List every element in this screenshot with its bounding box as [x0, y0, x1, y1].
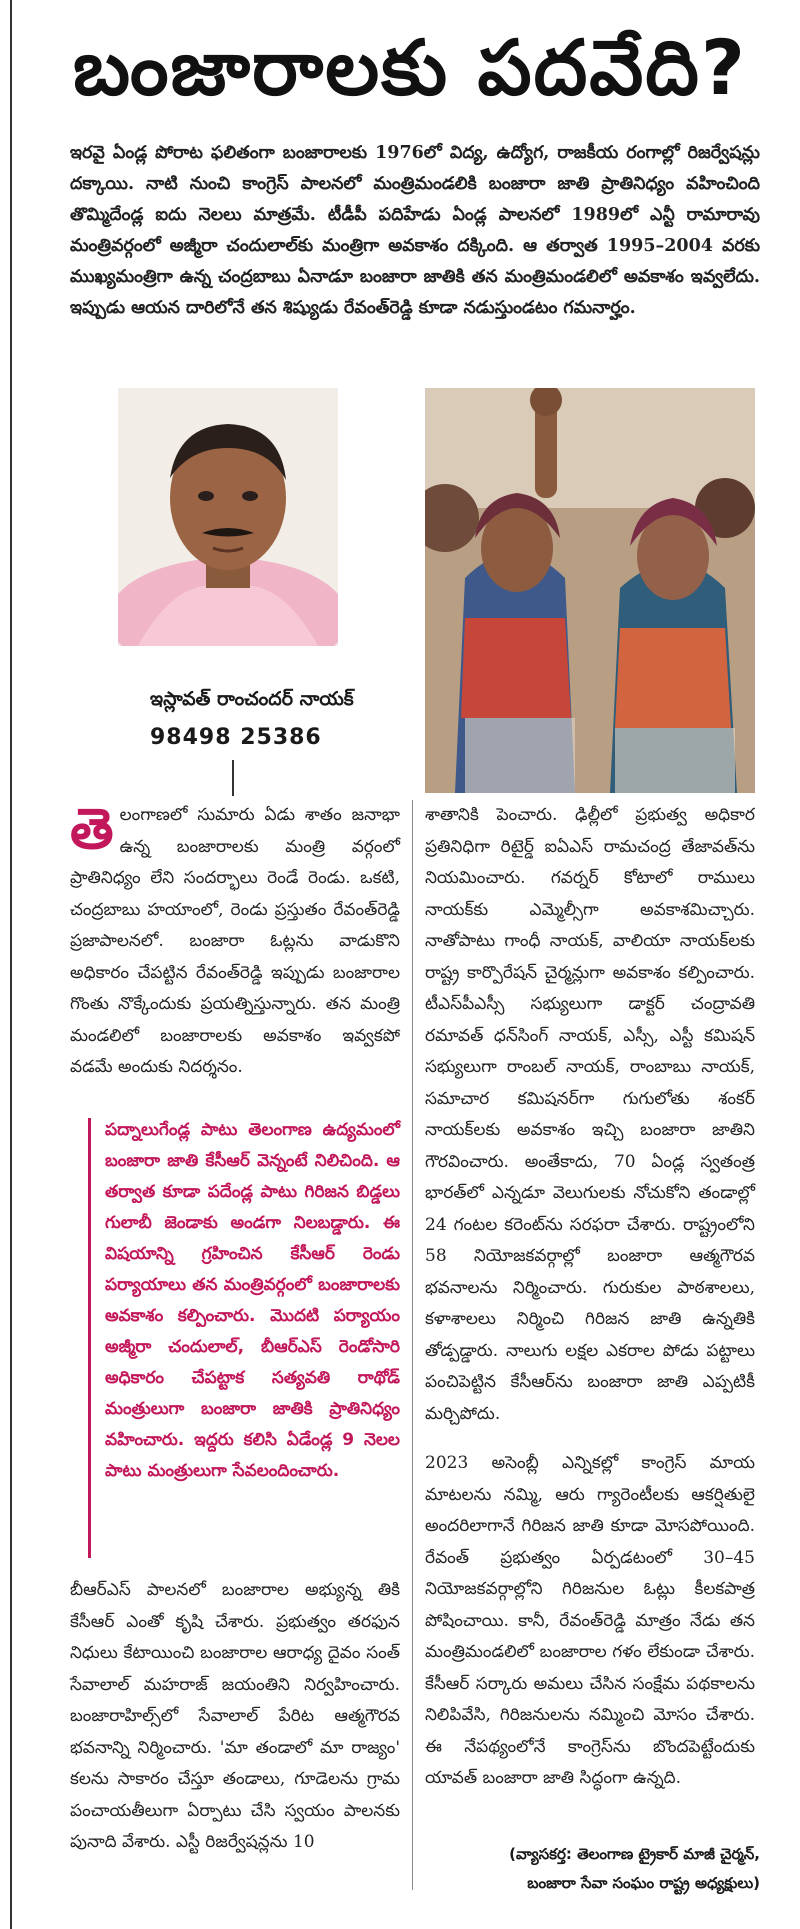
banjara-women-photo	[425, 388, 755, 793]
left-paragraph-1: తెలంగాణలో సుమారు ఏడు శాతం జనాభా ఉన్న బంజారాలకు మంత్రి వర్గంలో ప్రాతినిధ్యం లేని సందర్భాలు రెండే రెండు. ఒకటి, చంద్రబాబు హయాంలో, రెండు ప్రస్తుతం రేవంత్‌రెడ్డి ప్రజాపాలనలో. బంజారా ఓట్లను వాడుకొని అధికారం చేపట్టిన రేవంత్‌రెడ్డి ఇప్పుడు బంజారాల గొంతు నొక్కేందుకు ప్రయత్నిస్తున్నారు. తన మంత్రి మండలిలో బంజారాలకు అవకాశం ఇవ్వకపో వడమే అందుకు నిదర్శనం.	[70, 797, 400, 1077]
right-paragraph-1: శాతానికి పెంచారు. ఢిల్లీలో ప్రభుత్వ అధికార ప్రతినిధిగా రిటైర్డ్ ఐఏఎస్ రామచంద్ర తేజావత్‌ను నియమించారు. గవర్నర్ కోటాలో రాములు నాయక్‌కు ఎమ్మెల్సీగా అవకాశమిచ్చారు. నాతోపాటు గాంధీ నాయక్, వాలియా నాయక్‌లకు రాష్ట్ర కార్పొరేషన్ చైర్మన్లుగా అవకాశం కల్పించారు. టీఎస్‌పీఎస్సీ సభ్యులుగా డాక్టర్ చంద్రావతి రమావత్ ధన్‌సింగ్ నాయక్, ఎస్సీ, ఎస్టీ కమిషన్ సభ్యులుగా రాంబల్ నాయక్, రాంబాబు నాయక్, సమాచార కమిషనర్‌గా గుగులోతు శంకర్ నాయక్‌లకు అవకాశం ఇచ్చి బంజారా జాతిని గౌరవించారు. అంతేకాదు, 70 ఏండ్ల స్వతంత్ర భారత్‌లో ఎన్నడూ వెలుగులకు నోచుకోని తండాల్లో 24 గంటల కరెంట్‌ను సరఫరా చేశారు. రాష్ట్రంలోని 58 నియోజకవర్గాల్లో బంజారా ఆత్మగౌరవ భవనాలను నిర్మించారు. గురుకుల పాఠశాలలు, కళాశాలలు నిర్మించి గిరిజన జాతి ఉన్నతికి తోడ్పడ్డారు. నాలుగు లక్షల ఎకరాల పోడు పట్టాలు పంచిపెట్టిన కేసీఆర్‌ను బంజారా జాతి ఎప్పటికీ మర్చిపోదు.	[425, 805, 755, 1424]
author-phone: 98498 25386	[150, 725, 322, 750]
headline: బంజారాలకు పదవేది?	[72, 23, 748, 112]
column-divider	[412, 800, 413, 1890]
pull-quote-rule	[88, 1118, 91, 1558]
author-credit	[440, 1840, 760, 1898]
author-byline	[150, 688, 410, 750]
author-photo	[118, 388, 338, 646]
left-paragraph-2: బీఆర్ఎస్ పాలనలో బంజారాల అభ్యున్న తికి కేసీఆర్ ఎంతో కృషి చేశారు. ప్రభుత్వం తరఫున నిధులు కేటాయించి బంజారాల ఆరాధ్య దైవం సంత్ సేవాలాల్ మహరాజ్ జయంతిని నిర్వహించారు. బంజారాహిల్స్‌లో సేవాలాల్ పేరిట ఆత్మగౌరవ భవనాన్ని నిర్మించారు. 'మా తండాలో మా రాజ్యం' కలను సాకారం చేస్తూ తండాలు, గూడెలను గ్రామ పంచాయతీలుగా ఏర్పాటు చేసి స్వయం పాలనకు పునాది వేశారు. ఎస్టీ రిజర్వేషన్లను 10	[70, 1580, 400, 1852]
page-left-border	[10, 0, 12, 1929]
intro-paragraph: ఇరవై ఏండ్ల పోరాట ఫలితంగా బంజారాలకు 1976లో విద్య, ఉద్యోగ, రాజకీయ రంగాల్లో రిజర్వేషన్లు దక్కాయి. నాటి నుంచి కాంగ్రెస్ పాలనలో మంత్రిమండలికి బంజారా జాతి ప్రాతినిధ్యం వహించింది తొమ్మిదేండ్ల ఐదు నెలలు మాత్రమే. టీడీపీ పదిహేడు ఏండ్ల పాలనలో 1989లో ఎన్టీ రామారావు మంత్రివర్గంలో అజ్మీరా చందులాల్‌కు మంత్రిగా అవకాశం దక్కింది. ఆ తర్వాత 1995–2004 వరకు ముఖ్యమంత్రిగా ఉన్న చంద్రబాబు ఏనాడూ బంజారా జాతికి తన మంత్రిమండలిలో అవకాశం ఇవ్వలేదు. ఇప్పుడు ఆయన దారిలోనే తన శిష్యుడు రేవంత్‌రెడ్డి కూడా నడుస్తుండటం గమనార్హం.	[70, 143, 760, 318]
drop-cap: తె	[70, 797, 114, 862]
pull-quote: పద్నాలుగేండ్ల పాటు తెలంగాణ ఉద్యమంలో బంజారా జాతి కేసీఆర్ వెన్నంటే నిలిచింది. ఆ తర్వాత కూడా పదేండ్ల పాటు గిరిజన బిడ్డలు గులాబీ జెండాకు అండగా నిలబడ్డారు. ఈ విషయాన్ని గ్రహించిన కేసీఆర్ రెండు పర్యాయాలు తన మంత్రివర్గంలో బంజారాలకు అవకాశం కల్పించారు. మొదటి పర్యాయం అజ్మీరా చందులాల్, బీఆర్ఎస్ రెండోసారి అధికారం చేపట్టాక సత్యవతి రాథోడ్ మంత్రులుగా బంజారా జాతికి ప్రాతినిధ్యం వహించారు. ఇద్దరు కలిసి ఏడేండ్ల 9 నెలల పాటు మంత్రులుగా సేవలందించారు.	[105, 1120, 400, 1481]
right-paragraph-2: 2023 అసెంబ్లీ ఎన్నికల్లో కాంగ్రెస్ మాయ మాటలను నమ్మి, ఆరు గ్యారెంటీలకు ఆకర్షితులై అందరిలాగానే గిరిజన జాతి కూడా మోసపోయింది. రేవంత్ ప్రభుత్వం ఏర్పడటంలో 30–45 నియోజకవర్గాల్లోని గిరిజనుల ఓట్లు కీలకపాత్ర పోషించాయి. కానీ, రేవంత్‌రెడ్డి మాత్రం నేడు తన మంత్రిమండలిలో బంజారాల గళం లేకుండా చేశారు. కేసీఆర్ సర్కారు అమలు చేసిన సంక్షేమ పథకాలను నిలిపివేసి, గిరిజనులను నమ్మించి మోసం చేశారు. ఈ నేపథ్యంలోనే కాంగ్రెస్‌ను బొందపెట్టేందుకు యావత్ బంజారా జాతి సిద్ధంగా ఉన్నది.	[425, 1453, 755, 1788]
left-column-top	[70, 797, 400, 1084]
byline-divider	[232, 760, 234, 796]
author-credit-line-2: బంజారా సేవా సంఘం రాష్ట్ర అధ్యక్షులు)	[527, 1874, 760, 1892]
author-credit-line-1: (వ్యాసకర్త: తెలంగాణ ట్రైకార్ మాజీ చైర్మన్,	[509, 1845, 760, 1863]
left-column-bottom	[70, 1575, 400, 1859]
author-name: ఇస్లావత్ రాంచందర్ నాయక్	[150, 688, 354, 710]
right-column	[425, 800, 755, 1795]
